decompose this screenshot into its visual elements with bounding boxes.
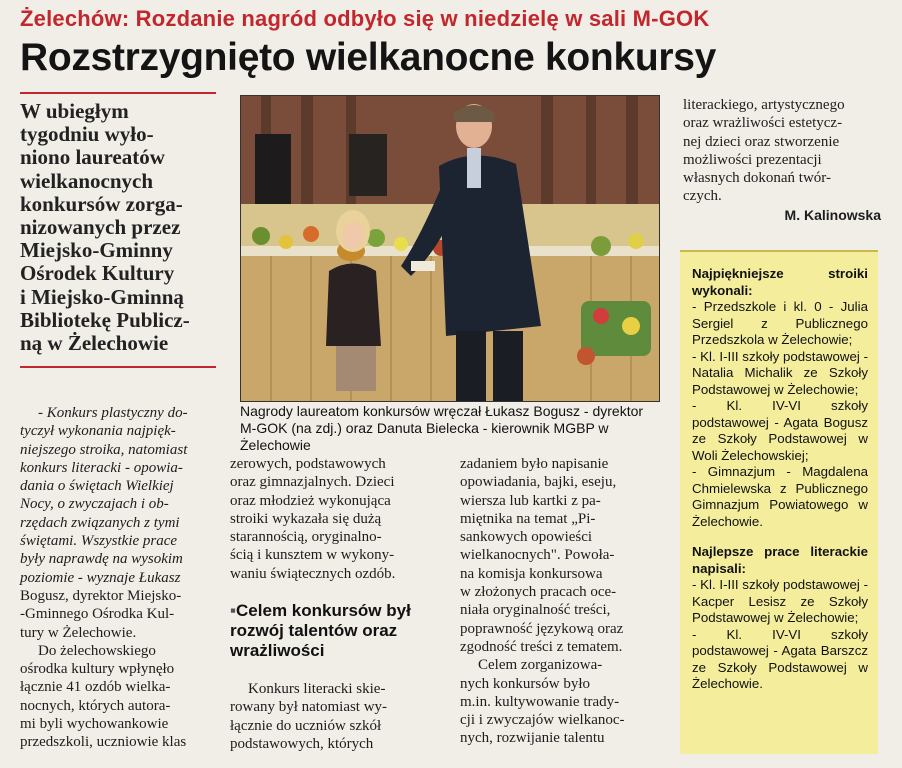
- lead-line: Bibliotekę Publicz-: [20, 307, 190, 332]
- lead-line: konkursów zorga-: [20, 191, 183, 216]
- col2-bottom-line: łącznie do uczniów szkół: [230, 717, 382, 734]
- col4-line: literackiego, artystycznego: [683, 97, 845, 113]
- col1-line: poziomie - wyznaje Łukasz: [20, 569, 181, 586]
- col1-line: - Konkurs plastyczny do-: [38, 405, 188, 421]
- col3-line: zadaniem było napisanie: [460, 456, 609, 472]
- col3-line: w złożonych pracach oce-: [460, 584, 617, 601]
- col3-line: opowiadania, bajki, eseju,: [460, 474, 617, 491]
- photo-caption: Nagrody laureatom konkursów wręczał Łukasz Bogusz - dyrektor M-GOK (na zdj.) oraz Danuta Bielecka - kierownik MGBP w Żelechowie: [240, 403, 644, 453]
- winners-box-content: [692, 266, 868, 693]
- col1-line: mi byli wychowankowie: [20, 716, 169, 733]
- col3-line: nych konkursów było: [460, 675, 590, 692]
- column-4-top: [683, 96, 880, 206]
- col2-line: oraz młodzież wykonująca: [230, 492, 391, 509]
- article-photo: [240, 95, 660, 402]
- col1-line: -Gminnego Ośrodka Kul-: [20, 606, 175, 623]
- column-2-bottom: [230, 680, 437, 753]
- col3-line: miętnika na temat „Pi-: [460, 510, 596, 527]
- col1-line: Bogusz, dyrektor Miejsko-: [20, 587, 182, 604]
- col1-line: dania o świętach Wielkiej: [20, 478, 174, 495]
- article-lead: [20, 100, 225, 355]
- col2-bottom-line: rowany był natomiast wy-: [230, 699, 388, 716]
- column-3: [460, 455, 657, 748]
- col1-line: Nocy, o zwyczajach i ob-: [20, 496, 169, 513]
- col4-line: oraz wrażliwości estetycz-: [683, 115, 843, 132]
- col3-line: wiersza lub kartki z pa-: [460, 492, 601, 509]
- col1-line: Do żelechowskiego: [38, 642, 156, 659]
- winners-box-title-1: Najpiękniejsze stroiki wykonali:: [692, 266, 868, 298]
- lead-bottom-rule: [20, 366, 216, 368]
- article-author: M. Kalinowska: [784, 207, 881, 223]
- col3-line: wielkanocnych". Powoła-: [460, 547, 615, 564]
- lead-line: i Miejsko-Gminną: [20, 284, 184, 309]
- col3-line: poprawność językową oraz: [460, 620, 624, 637]
- col3-line: na komisja konkursowa: [460, 565, 603, 582]
- winner-entry: - Kl. I-III szkoły podstawowej - Natalia Michalik ze Szkoły Podstawowej w Żelechowie;: [692, 348, 868, 397]
- lead-line: Miejsko-Gminny: [20, 238, 173, 263]
- award-ceremony-photo: [241, 96, 659, 401]
- col3-line: sankowych opowieści: [460, 529, 593, 546]
- col3-line: cji i zwyczajów wielkanoc-: [460, 712, 625, 729]
- winners-list-1: [692, 299, 868, 530]
- col4-line: nej dzieci oraz stworzenie: [683, 133, 840, 150]
- col2-line: waniu świątecznych ozdób.: [230, 565, 396, 582]
- col2-line: zerowych, podstawowych: [230, 456, 386, 472]
- col2-bottom-line: podstawowych, których: [230, 735, 374, 752]
- lead-line: tygodniu wyło-: [20, 122, 154, 147]
- lead-line: ną w Żelechowie: [20, 331, 169, 356]
- col1-line: konkurs literacki - opowia-: [20, 459, 183, 476]
- col4-line: własnych dokonań twór-: [683, 170, 832, 187]
- subhead-text: Celem konkursów był rozwój talentów oraz wrażliwości: [230, 601, 411, 660]
- col1-line: ośrodka kultury wpłynęło: [20, 661, 175, 678]
- col3-line: niała oryginalność treści,: [460, 602, 611, 619]
- winner-entry: - Gimnazjum - Magdalena Chmielewska z Publicznego Gimnazjum Powiatowego w Żelechowie.: [692, 464, 868, 529]
- col3-line: nych, rozwijanie talentu: [460, 730, 605, 747]
- col3-line: zgodność treści z tematem.: [460, 638, 623, 655]
- col1-line: nocnych, których autora-: [20, 697, 171, 714]
- column-2: [230, 455, 437, 583]
- section-subheading: ▪Celem konkursów był rozwój talentów oraz wrażliwości: [230, 601, 411, 660]
- lead-line: wielkanocnych: [20, 168, 154, 193]
- col1-line: były naprawdę na wysokim: [20, 551, 183, 568]
- winner-entry: - Kl. I-III szkoły podstawowej - Kacper Lesisz ze Szkoły Podstawowej w Żelechowie;: [692, 577, 868, 625]
- lead-line: nizowanych przez: [20, 215, 181, 240]
- col1-line: rzędach związanych z tymi: [20, 514, 180, 531]
- col1-line: tyczył wykonania najpięk-: [20, 423, 176, 440]
- lead-top-rule: [20, 92, 216, 94]
- col2-line: ścią i kunsztem w wykony-: [230, 547, 395, 564]
- winner-entry: - Przedszkole i kl. 0 - Julia Sergiel z Publicznego Przedszkola w Żelechowie;: [692, 299, 868, 347]
- lead-line: W ubiegłym: [20, 99, 129, 123]
- col4-line: czych.: [683, 188, 722, 205]
- article-headline: Rozstrzygnięto wielkanocne konkursy: [20, 36, 717, 79]
- winner-entry: - Kl. IV-VI szkoły podstawowej - Agata Barszcz ze Szkoły Podstawowej w Żelechowie.: [692, 626, 868, 691]
- col2-line: stroiki wykazała się dużą: [230, 510, 382, 527]
- col3-line: m.in. kultywowanie trady-: [460, 693, 620, 710]
- col2-bottom-line: Konkurs literacki skie-: [248, 681, 386, 697]
- col2-line: oraz gimnazjalnych. Dzieci: [230, 474, 395, 491]
- column-1: [20, 404, 217, 752]
- col1-line: przedszkoli, uczniowie klas: [20, 734, 187, 751]
- lead-line: Ośrodek Kultury: [20, 261, 175, 286]
- col4-line: możliwości prezentacji: [683, 151, 822, 168]
- winner-entry: - Kl. IV-VI szkoły podstawowej - Agata Bogusz ze Szkoły Podstawowej w Woli Żelechowskiej;: [692, 398, 868, 463]
- col1-line: łącznie 41 ozdób wielka-: [20, 679, 171, 696]
- winners-list-2: [692, 577, 868, 693]
- col1-line: tury w Żelechowie.: [20, 624, 137, 641]
- lead-line: niono laureatów: [20, 145, 165, 170]
- winners-box: [680, 250, 878, 754]
- col2-line: starannością, oryginalno-: [230, 529, 382, 546]
- col3-line: Celem zorganizowa-: [478, 657, 603, 674]
- col1-line: świętami. Wszystkie prace: [20, 533, 178, 550]
- winners-box-title-2: Najlepsze prace literackie napisali:: [692, 544, 868, 576]
- article-kicker: Żelechów: Rozdanie nagród odbyło się w niedzielę w sali M-GOK: [20, 6, 710, 31]
- col1-line: niejszego stroika, natomiast: [20, 441, 188, 458]
